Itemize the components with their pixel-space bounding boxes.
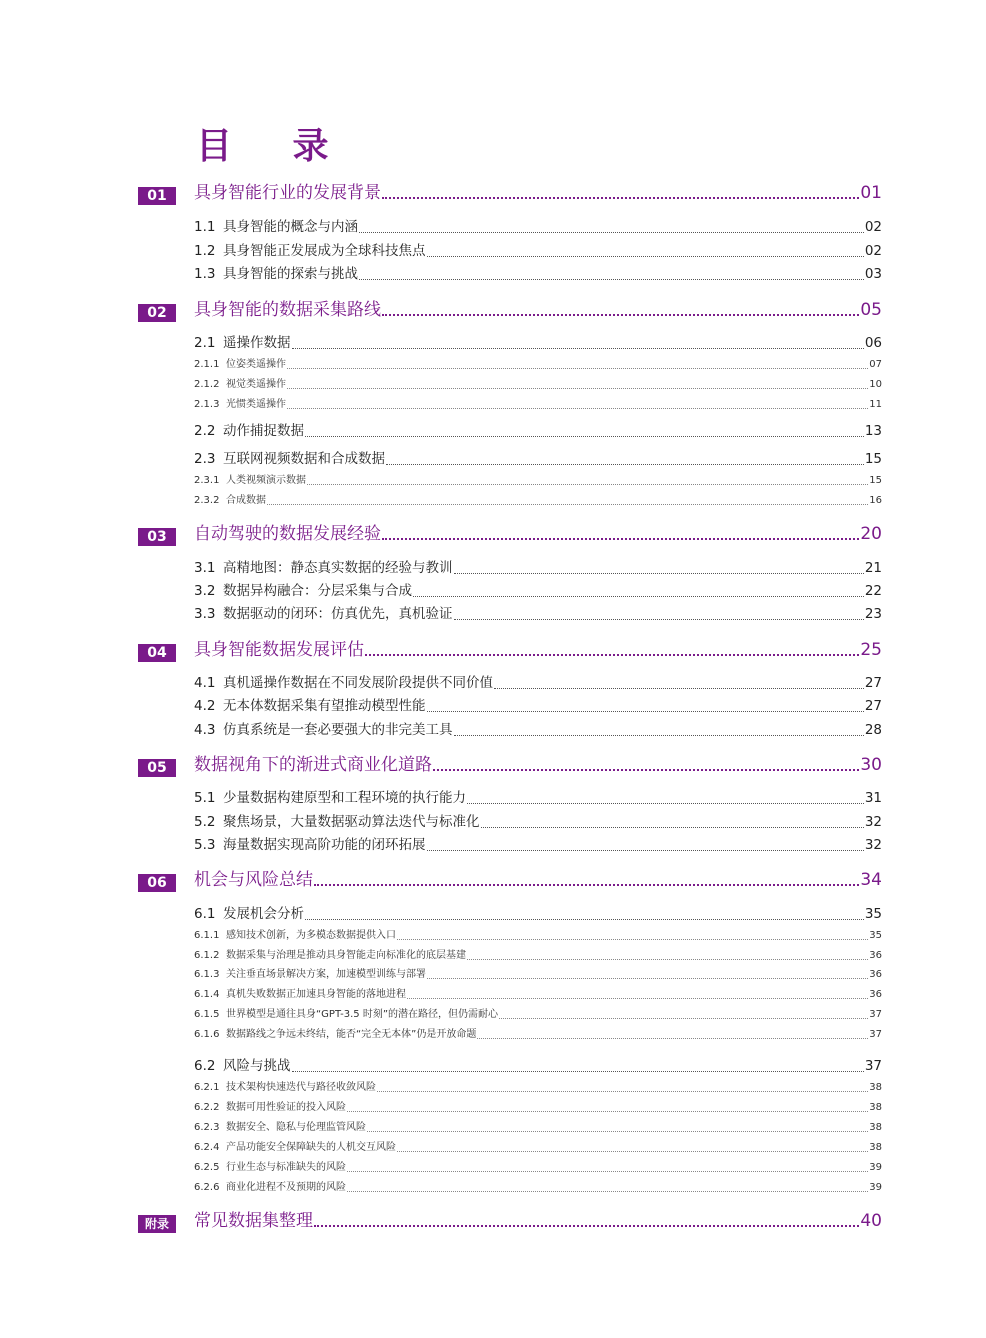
entry-title: 视觉类遥操作: [226, 379, 286, 390]
chapter-title: 常见数据集整理: [194, 1211, 313, 1231]
dot-leader: [477, 1038, 868, 1039]
dot-leader: [499, 1018, 868, 1019]
page-number: 23: [864, 606, 882, 622]
page-number: 30: [860, 755, 882, 775]
toc-subentry[interactable]: [194, 1143, 882, 1153]
page-number: 21: [864, 560, 882, 576]
toc-subentry[interactable]: [194, 400, 882, 410]
page-number: 02: [864, 219, 882, 235]
entry-title: 真机遥操作数据在不同发展阶段提供不同价值: [223, 675, 493, 691]
chapter-title: 自动驾驶的数据发展经验: [194, 524, 381, 544]
toc-entry[interactable]: [194, 677, 882, 691]
toc-entry[interactable]: [194, 585, 882, 599]
entry-number: 6.2.4: [194, 1142, 220, 1153]
entry-title: 仿真系统是一套必要强大的非完美工具: [223, 722, 453, 738]
page-number: 05: [860, 300, 882, 320]
page-number: 10: [869, 379, 882, 390]
page-number: 37: [864, 1058, 882, 1074]
toc-chapter[interactable]: [194, 642, 882, 659]
page-number: 36: [869, 989, 882, 1000]
entry-number: 3.3: [194, 606, 216, 622]
entry-title: 具身智能的探索与挑战: [223, 266, 358, 282]
entry-number: 6.1.2: [194, 950, 220, 961]
toc-subentry[interactable]: [194, 1183, 882, 1193]
dot-leader: [305, 436, 864, 437]
page-number: 37: [869, 1009, 882, 1020]
page-number: 36: [869, 969, 882, 980]
entry-number: 6.2.2: [194, 1102, 220, 1113]
entry-number: 5.3: [194, 837, 216, 853]
toc-subentry[interactable]: [194, 970, 882, 980]
chapter-title: 具身智能数据发展评估: [194, 640, 364, 660]
entry-title: 数据路线之争远未终结，能否“完全无本体”仍是开放命题: [226, 1029, 477, 1040]
toc-subentry[interactable]: [194, 380, 882, 390]
entry-title: 数据异构融合：分层采集与合成: [223, 583, 412, 599]
entry-number: 3.2: [194, 583, 216, 599]
dot-leader: [359, 232, 864, 233]
dot-leader: [382, 197, 859, 199]
dot-leader: [365, 654, 859, 656]
entry-title: 感知技术创新，为多模态数据提供入口: [226, 930, 396, 941]
chapter-badge: 03: [138, 528, 176, 546]
entry-title: 数据采集与治理是推动具身智能走向标准化的底层基建: [226, 950, 466, 961]
toc-chapter[interactable]: [194, 185, 882, 202]
toc-entry[interactable]: [194, 792, 882, 806]
page-number: 02: [864, 243, 882, 259]
page-number: 32: [864, 814, 882, 830]
appendix-badge: 附录: [138, 1215, 176, 1233]
dot-leader: [287, 408, 868, 409]
dot-leader: [292, 348, 864, 349]
entry-number: 6.1.6: [194, 1029, 220, 1040]
page-number: 37: [869, 1029, 882, 1040]
dot-leader: [292, 1071, 864, 1072]
dot-leader: [454, 619, 864, 620]
dot-leader: [347, 1191, 868, 1192]
chapter-title: 机会与风险总结: [194, 870, 313, 890]
entry-title: 少量数据构建原型和工程环境的执行能力: [223, 790, 466, 806]
toc-entry[interactable]: [194, 839, 882, 853]
dot-leader: [427, 978, 868, 979]
entry-title: 聚焦场景，大量数据驱动算法迭代与标准化: [223, 814, 480, 830]
page-number: 40: [860, 1211, 882, 1231]
dot-leader: [359, 279, 864, 280]
page-number: 16: [869, 495, 882, 506]
entry-number: 6.1.4: [194, 989, 220, 1000]
toc-entry[interactable]: [194, 425, 882, 439]
toc-chapter[interactable]: [194, 302, 882, 319]
page-number: 22: [864, 583, 882, 599]
page-number: 35: [864, 906, 882, 922]
page-number: 13: [864, 423, 882, 439]
page-number: 38: [869, 1102, 882, 1113]
toc-subentry[interactable]: [194, 1083, 882, 1093]
entry-number: 2.3: [194, 451, 216, 467]
entry-title: 风险与挑战: [223, 1058, 291, 1074]
dot-leader: [305, 919, 864, 920]
chapter-title: 数据视角下的渐进式商业化道路: [194, 755, 432, 775]
page-number: 39: [869, 1162, 882, 1173]
entry-title: 合成数据: [226, 495, 266, 506]
entry-title: 真机失败数据正加速具身智能的落地进程: [226, 989, 406, 1000]
entry-title: 无本体数据采集有望推动模型性能: [223, 698, 426, 714]
entry-number: 6.2.1: [194, 1082, 220, 1093]
entry-number: 2.1.2: [194, 379, 220, 390]
page-number: 27: [864, 675, 882, 691]
dot-leader: [386, 464, 864, 465]
toc-entry[interactable]: [194, 908, 882, 922]
entry-title: 数据驱动的闭环：仿真优先，真机验证: [223, 606, 453, 622]
entry-number: 6.2.5: [194, 1162, 220, 1173]
page-number: 38: [869, 1122, 882, 1133]
dot-leader: [454, 735, 864, 736]
toc-chapter[interactable]: [194, 1213, 882, 1230]
toc-subentry[interactable]: [194, 1030, 882, 1040]
page-number: 36: [869, 950, 882, 961]
page-number: 25: [860, 640, 882, 660]
page-number: 28: [864, 722, 882, 738]
entry-title: 数据可用性验证的投入风险: [226, 1102, 346, 1113]
toc-subentry[interactable]: [194, 496, 882, 506]
entry-title: 发展机会分析: [223, 906, 304, 922]
dot-leader: [467, 959, 868, 960]
dot-leader: [397, 939, 868, 940]
entry-number: 3.1: [194, 560, 216, 576]
toc-chapter[interactable]: [194, 872, 882, 889]
dot-leader: [347, 1111, 868, 1112]
entry-number: 5.2: [194, 814, 216, 830]
dot-leader: [307, 484, 868, 485]
toc-entry[interactable]: [194, 608, 882, 622]
dot-leader: [397, 1151, 868, 1152]
dot-leader: [314, 884, 859, 886]
entry-number: 2.3.1: [194, 475, 220, 486]
page-number: 39: [869, 1182, 882, 1193]
entry-title: 关注垂直场景解决方案，加速模型训练与部署: [226, 969, 426, 980]
entry-number: 6.1: [194, 906, 216, 922]
page-number: 38: [869, 1082, 882, 1093]
dot-leader: [267, 504, 868, 505]
page-number: 15: [869, 475, 882, 486]
toc-entry[interactable]: [194, 337, 882, 351]
page-number: 38: [869, 1142, 882, 1153]
dot-leader: [382, 538, 859, 540]
entry-number: 6.2: [194, 1058, 216, 1074]
page-number: 03: [864, 266, 882, 282]
dot-leader: [454, 573, 864, 574]
page-number: 06: [864, 335, 882, 351]
toc-subentry[interactable]: [194, 360, 882, 370]
toc-subentry[interactable]: [194, 1103, 882, 1113]
dot-leader: [433, 769, 859, 771]
entry-number: 6.1.1: [194, 930, 220, 941]
dot-leader: [407, 998, 868, 999]
dot-leader: [427, 711, 864, 712]
page-number: 11: [869, 399, 882, 410]
toc-subentry[interactable]: [194, 931, 882, 941]
entry-number: 2.2: [194, 423, 216, 439]
chapter-title: 具身智能的数据采集路线: [194, 300, 381, 320]
entry-number: 5.1: [194, 790, 216, 806]
page-number: 20: [860, 524, 882, 544]
toc-subentry[interactable]: [194, 990, 882, 1000]
dot-leader: [494, 688, 864, 689]
toc-subentry[interactable]: [194, 1163, 882, 1173]
toc-entry[interactable]: [194, 453, 882, 467]
entry-number: 2.1.3: [194, 399, 220, 410]
entry-number: 4.3: [194, 722, 216, 738]
entry-number: 2.1: [194, 335, 216, 351]
toc-entry[interactable]: [194, 1060, 882, 1074]
entry-title: 数据安全、隐私与伦理监管风险: [226, 1122, 366, 1133]
page-number: 34: [860, 870, 882, 890]
entry-title: 海量数据实现高阶功能的闭环拓展: [223, 837, 426, 853]
toc-subentry[interactable]: [194, 1010, 882, 1020]
chapter-badge: 05: [138, 759, 176, 777]
entry-title: 行业生态与标准缺失的风险: [226, 1162, 346, 1173]
dot-leader: [367, 1131, 868, 1132]
entry-number: 2.3.2: [194, 495, 220, 506]
dot-leader: [467, 803, 864, 804]
chapter-badge: 04: [138, 644, 176, 662]
entry-number: 6.2.3: [194, 1122, 220, 1133]
dot-leader: [347, 1171, 868, 1172]
toc-subentry[interactable]: [194, 951, 882, 961]
dot-leader: [377, 1091, 868, 1092]
entry-title: 技术架构快速迭代与路径收敛风险: [226, 1082, 376, 1093]
entry-number: 6.1.3: [194, 969, 220, 980]
entry-title: 世界模型是通往具身“GPT-3.5 时刻”的潜在路径，但仍需耐心: [226, 1009, 499, 1020]
toc-chapter[interactable]: [194, 526, 882, 543]
page-title: 目 录: [196, 126, 353, 167]
entry-number: 6.1.5: [194, 1009, 220, 1020]
toc-subentry[interactable]: [194, 1123, 882, 1133]
entry-title: 位姿类遥操作: [226, 359, 286, 370]
dot-leader: [427, 256, 864, 257]
entry-title: 遥操作数据: [223, 335, 291, 351]
page-number: 32: [864, 837, 882, 853]
entry-number: 1.2: [194, 243, 216, 259]
entry-number: 2.1.1: [194, 359, 220, 370]
page-number: 15: [864, 451, 882, 467]
entry-number: 4.1: [194, 675, 216, 691]
entry-title: 光惯类遥操作: [226, 399, 286, 410]
entry-number: 1.1: [194, 219, 216, 235]
entry-title: 互联网视频数据和合成数据: [223, 451, 385, 467]
toc-chapter[interactable]: [194, 757, 882, 774]
chapter-badge: 01: [138, 187, 176, 205]
toc-entry[interactable]: [194, 724, 882, 738]
toc-subentry[interactable]: [194, 476, 882, 486]
entry-number: 1.3: [194, 266, 216, 282]
entry-title: 商业化进程不及预期的风险: [226, 1182, 346, 1193]
toc-entry[interactable]: [194, 562, 882, 576]
dot-leader: [314, 1225, 859, 1227]
toc-entry[interactable]: [194, 816, 882, 830]
dot-leader: [413, 596, 864, 597]
dot-leader: [287, 368, 868, 369]
entry-number: 6.2.6: [194, 1182, 220, 1193]
entry-number: 4.2: [194, 698, 216, 714]
chapter-title: 具身智能行业的发展背景: [194, 183, 381, 203]
entry-title: 产品功能安全保障缺失的人机交互风险: [226, 1142, 396, 1153]
dot-leader: [382, 314, 859, 316]
page-number: 07: [869, 359, 882, 370]
page-number: 01: [860, 183, 882, 203]
entry-title: 高精地图：静态真实数据的经验与教训: [223, 560, 453, 576]
page-number: 27: [864, 698, 882, 714]
page-number: 35: [869, 930, 882, 941]
entry-title: 动作捕捉数据: [223, 423, 304, 439]
page-number: 31: [864, 790, 882, 806]
dot-leader: [427, 850, 864, 851]
chapter-badge: 06: [138, 874, 176, 892]
entry-title: 具身智能的概念与内涵: [223, 219, 358, 235]
chapter-badge: 02: [138, 304, 176, 322]
toc-entry[interactable]: [194, 221, 882, 235]
toc-entry[interactable]: [194, 245, 882, 259]
toc-entry[interactable]: [194, 268, 882, 282]
toc-entry[interactable]: [194, 700, 882, 714]
entry-title: 具身智能正发展成为全球科技焦点: [223, 243, 426, 259]
dot-leader: [481, 827, 864, 828]
dot-leader: [287, 388, 868, 389]
entry-title: 人类视频演示数据: [226, 475, 306, 486]
